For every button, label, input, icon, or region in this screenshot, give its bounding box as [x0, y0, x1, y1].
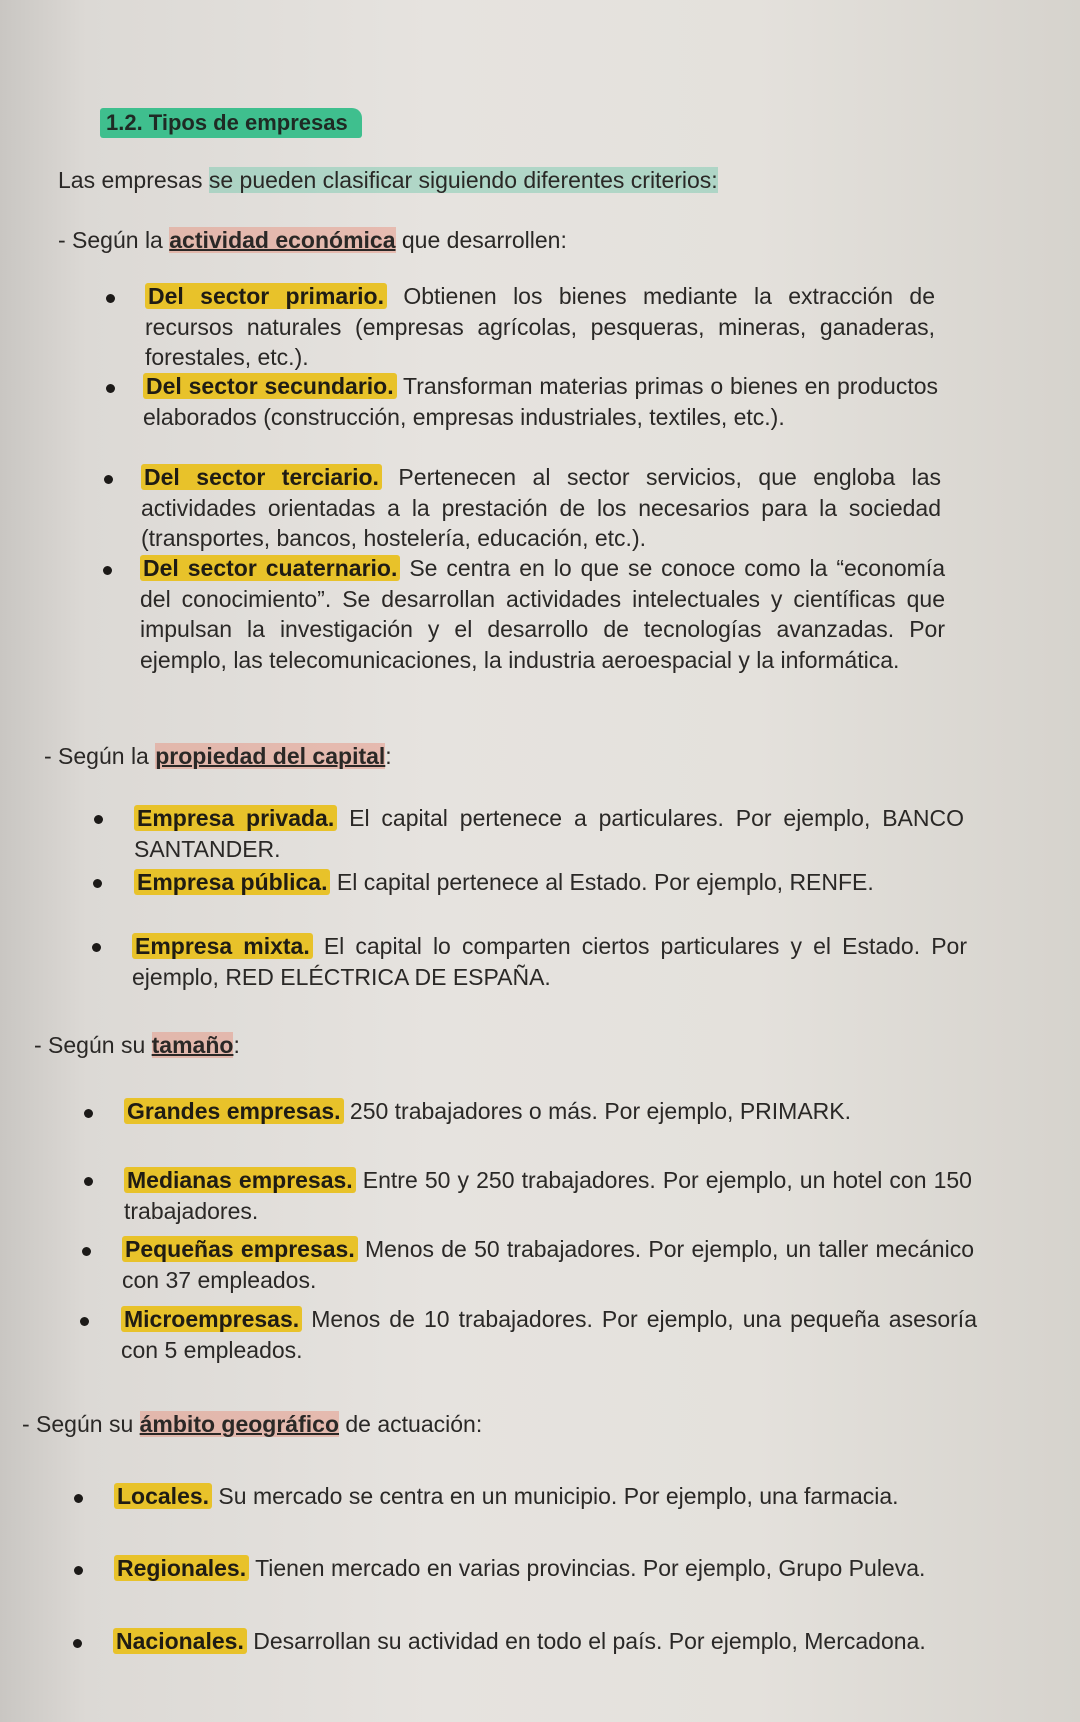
term-label: Del sector secundario.	[143, 373, 397, 399]
bullet-icon	[84, 1109, 93, 1118]
list-item: Grandes empresas. 250 trabajadores o más. Por ejemplo, PRIMARK.	[124, 1096, 969, 1127]
bullet-icon	[80, 1317, 89, 1326]
section-title: 1.2. Tipos de empresas	[100, 108, 362, 138]
list-item: Empresa mixta. El capital lo comparten ciertos particulares y el Estado. Por ejemplo, RED ELÉCTRICA DE ESPAÑA.	[132, 933, 967, 990]
bullet-icon	[74, 1494, 83, 1503]
list-item: Del sector secundario. Transforman materias primas o bienes en productos elaborados (construcción, empresas industriales, textiles, etc.).	[143, 373, 939, 430]
term-label: Medianas empresas.	[124, 1167, 356, 1193]
intro-highlight: se pueden clasificar siguiendo diferentes criterios:	[208, 167, 718, 193]
term-label: Empresa privada.	[134, 805, 337, 831]
bullet-icon	[73, 1639, 82, 1648]
list-item: Del sector cuaternario. Se centra en lo que se conoce como la “economía del conocimiento”. Se desarrollan actividades intelectuales y científicas que impulsan la investigación y el desarrollo de tecnologías avanzadas. Por ejemplo, las telecomunicaciones, la industria aeroespacial y la informática.	[140, 555, 945, 673]
bullet-icon	[93, 879, 102, 888]
bullet-icon	[84, 1177, 93, 1186]
criterion-key: actividad económica	[169, 227, 396, 253]
bullet-icon	[92, 943, 101, 952]
term-label: Microempresas.	[121, 1306, 302, 1332]
bullet-icon	[82, 1247, 91, 1256]
bullet-icon	[104, 475, 113, 484]
list-item: Nacionales. Desarrollan su actividad en todo el país. Por ejemplo, Mercadona.	[113, 1626, 989, 1657]
list-item: Microempresas. Menos de 10 trabajadores. Por ejemplo, una pequeña asesoría con 5 empleados.	[121, 1306, 977, 1363]
term-label: Del sector cuaternario.	[140, 555, 400, 581]
list-item: Empresa privada. El capital pertenece a particulares. Por ejemplo, BANCO SANTANDER.	[134, 805, 964, 862]
criterion-heading-size: - Según su tamaño:	[34, 1032, 240, 1058]
term-label: Empresa pública.	[134, 869, 330, 895]
term-label: Regionales.	[114, 1555, 249, 1581]
list-item: Del sector primario. Obtienen los bienes mediante la extracción de recursos naturales (empresas agrícolas, pesqueras, mineras, ganaderas, forestales, etc.).	[145, 283, 935, 370]
criterion-key: propiedad del capital	[155, 743, 386, 769]
intro-line	[58, 167, 718, 194]
term-label: Del sector primario.	[145, 283, 387, 309]
term-label: Del sector terciario.	[141, 464, 382, 490]
intro-plain: Las empresas	[58, 167, 209, 193]
criterion-heading-activity: - Según la actividad económica que desarrollen:	[58, 227, 567, 253]
list-item: Del sector terciario. Pertenecen al sector servicios, que engloba las actividades orientadas a la prestación de los necesarios para la sociedad (transportes, bancos, hostelería, educación, etc.).	[141, 464, 941, 551]
bullet-icon	[106, 384, 115, 393]
term-label: Grandes empresas.	[124, 1098, 344, 1124]
bullet-icon	[94, 815, 103, 824]
list-item: Pequeñas empresas. Menos de 50 trabajadores. Por ejemplo, un taller mecánico con 37 empleados.	[122, 1236, 974, 1293]
criterion-key: ámbito geográfico	[139, 1411, 339, 1437]
list-item: Regionales. Tienen mercado en varias provincias. Por ejemplo, Grupo Puleva.	[114, 1553, 988, 1584]
bullet-icon	[103, 566, 112, 575]
criterion-heading-capital: - Según la propiedad del capital:	[44, 743, 392, 769]
bullet-icon	[74, 1566, 83, 1575]
term-label: Nacionales.	[113, 1628, 247, 1654]
term-label: Empresa mixta.	[132, 933, 313, 959]
list-item: Locales. Su mercado se centra en un municipio. Por ejemplo, una farmacia.	[114, 1481, 984, 1512]
list-item: Medianas empresas. Entre 50 y 250 trabajadores. Por ejemplo, un hotel con 150 trabajadores.	[124, 1167, 972, 1224]
term-label: Pequeñas empresas.	[122, 1236, 358, 1262]
criterion-key: tamaño	[151, 1032, 234, 1058]
list-item: Empresa pública. El capital pertenece al Estado. Por ejemplo, RENFE.	[134, 867, 964, 898]
criterion-heading-geographic: - Según su ámbito geográfico de actuación:	[22, 1411, 483, 1437]
term-label: Locales.	[114, 1483, 212, 1509]
bullet-icon	[106, 294, 115, 303]
